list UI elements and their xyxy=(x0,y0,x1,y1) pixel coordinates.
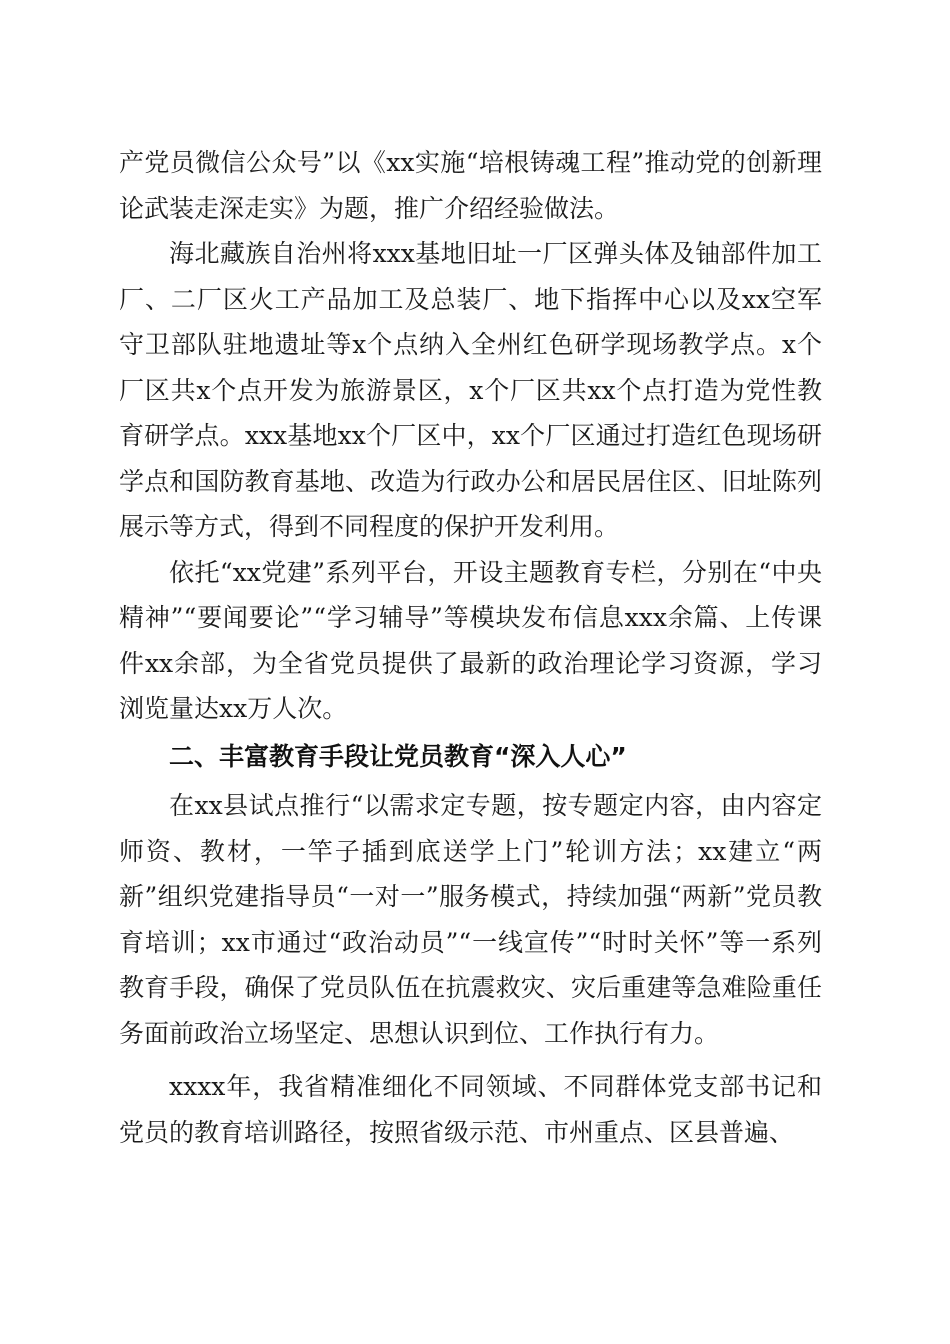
paragraph-continuation: 产党员微信公众号”以《xx实施“培根铸魂工程”推动党的创新理论武装走深走实》为题，推广介绍经验做法。 xyxy=(119,148,822,223)
section-heading: 二、丰富教育手段让党员教育“深入人心” xyxy=(169,741,627,771)
paragraph-haibei-sites: 海北藏族自治州将xxx基地旧址一厂区弹头体及铀部件加工厂、二厂区火工产品加工及总装厂、地下指挥中心以及xx空军守卫部队驻地遗址等x个点纳入全州红色研学现场教学点。x个厂区共x个点开发为旅游景区，x个厂区共xx个点打造为党性教育研学点。xxx基地xx个厂区中，xx个厂区通过打造红色现场研学点和国防教育基地、改造为行政办公和居民居住区、旧址陈列展示等方式，得到不同程度的保护开发利用。 xyxy=(119,239,822,541)
paragraph-platform: 依托“xx党建”系列平台，开设主题教育专栏，分别在“中央精神”“要闻要论”“学习辅导”等模块发布信息xxx余篇、上传课件xx余部，为全省党员提供了最新的政治理论学习资源，学习浏览量达xx万人次。 xyxy=(119,557,822,723)
document-body xyxy=(119,140,822,1155)
paragraph-training-methods: 在xx县试点推行“以需求定专题，按专题定内容，由内容定师资、教材，一竿子插到底送学上门”轮训方法；xx建立“两新”组织党建指导员“一对一”服务模式，持续加强“两新”党员教育培训；xx市通过“政治动员”“一线宣传”“时时关怀”等一系列教育手段，确保了党员队伍在抗震救灾、灾后重建等急难险重任务面前政治立场坚定、思想认识到位、工作执行有力。 xyxy=(119,791,822,1048)
paragraph-training-paths: xxxx年，我省精准细化不同领域、不同群体党支部书记和党员的教育培训路径，按照省级示范、市州重点、区县普遍、 xyxy=(119,1072,822,1147)
